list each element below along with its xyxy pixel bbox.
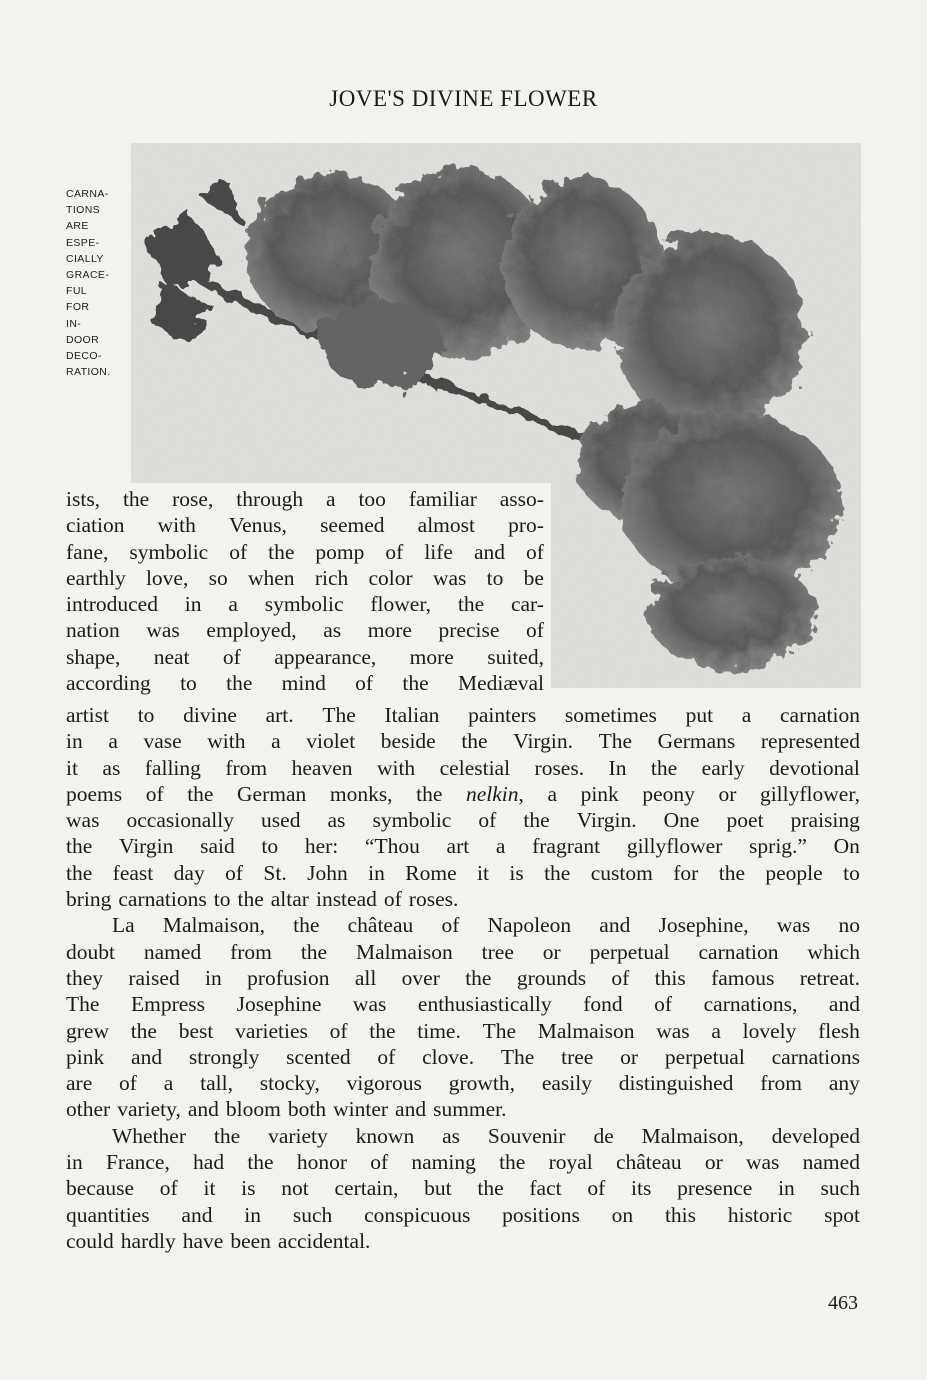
- caption-line: ESPE-: [66, 236, 100, 249]
- caption-line: TIONS: [66, 204, 101, 217]
- caption-line: CARNA-: [66, 188, 109, 200]
- text-line: The Empress Josephine was enthusiastically fond of carnations, and: [66, 992, 860, 1017]
- text-line: shape, neat of appearance, more suited,: [66, 644, 544, 669]
- text-line: nation was employed, as more precise of: [66, 618, 544, 643]
- text-line: quantities and in such conspicuous positions on this historic spot: [66, 1202, 860, 1227]
- text-line: ists, the rose, through a too familiar asso-: [66, 487, 544, 511]
- caption-line: FUL: [66, 285, 88, 298]
- text-line: the Virgin said to her: “Thou art a fragrant gillyflower sprig.” On: [66, 834, 860, 859]
- page-number: 463: [828, 1292, 858, 1314]
- text-line: are of a tall, stocky, vigorous growth, easily distinguished from any: [66, 1071, 860, 1096]
- text-line: introduced in a symbolic flower, the car-: [66, 592, 544, 617]
- text-line: Whether the variety known as Souvenir de Malmaison, developed: [112, 1123, 860, 1148]
- running-header: JOVE'S DIVINE FLOWER: [329, 86, 598, 111]
- text-line: the feast day of St. John in Rome it is the custom for the people to: [66, 860, 860, 885]
- text-line: grew the best varieties of the time. The Malmaison was a lovely flesh: [66, 1018, 860, 1043]
- caption-line: DECO-: [66, 350, 102, 363]
- text-line: pink and strongly scented of clove. The tree or perpetual carnations: [66, 1044, 860, 1069]
- italic-term: nelkin: [465, 781, 519, 806]
- text-line: because of it is not certain, but the fact of its presence in such: [66, 1176, 860, 1201]
- text-line: other variety, and bloom both winter and summer.: [66, 1097, 507, 1122]
- text-line: could hardly have been accidental.: [66, 1228, 371, 1253]
- text-line: in a vase with a violet beside the Virgin. The Germans represented: [66, 729, 860, 754]
- caption-line: DOOR: [66, 333, 100, 346]
- caption-line: CIALLY: [66, 252, 104, 265]
- caption-line: IN-: [66, 317, 82, 330]
- text-line: earthly love, so when rich color was to be: [66, 565, 544, 590]
- text-line: in France, had the honor of naming the royal château or was named: [66, 1150, 860, 1175]
- text-line: fane, symbolic of the pomp of life and of: [66, 539, 544, 564]
- body-full-width: [66, 702, 860, 1254]
- caption-line: FOR: [66, 301, 90, 314]
- text-line: bring carnations to the altar instead of roses.: [66, 887, 459, 912]
- text-line: poems of the German monks, the nelkin, a pink peony or gillyflower,: [66, 781, 860, 806]
- text-line: La Malmaison, the château of Napoleon and Josephine, was no: [112, 913, 860, 938]
- text-line: ciation with Venus, seemed almost pro-: [66, 513, 544, 538]
- caption-line: GRACE-: [66, 269, 110, 282]
- text-line: was occasionally used as symbolic of the Virgin. One poet praising: [66, 808, 860, 833]
- photo-caption: [66, 186, 136, 380]
- text-line: artist to divine art. The Italian painters sometimes put a carnation: [66, 703, 860, 727]
- caption-line: RATION.: [66, 366, 111, 379]
- text-line: it as falling from heaven with celestial roses. In the early devotional: [66, 755, 860, 780]
- text-line: doubt named from the Malmaison tree or perpetual carnation which: [66, 939, 860, 964]
- text-line: they raised in profusion all over the grounds of this famous retreat.: [66, 965, 860, 990]
- caption-line: ARE: [66, 220, 89, 233]
- body-narrow-column: [66, 486, 544, 696]
- text-line: according to the mind of the Mediæval: [66, 671, 544, 696]
